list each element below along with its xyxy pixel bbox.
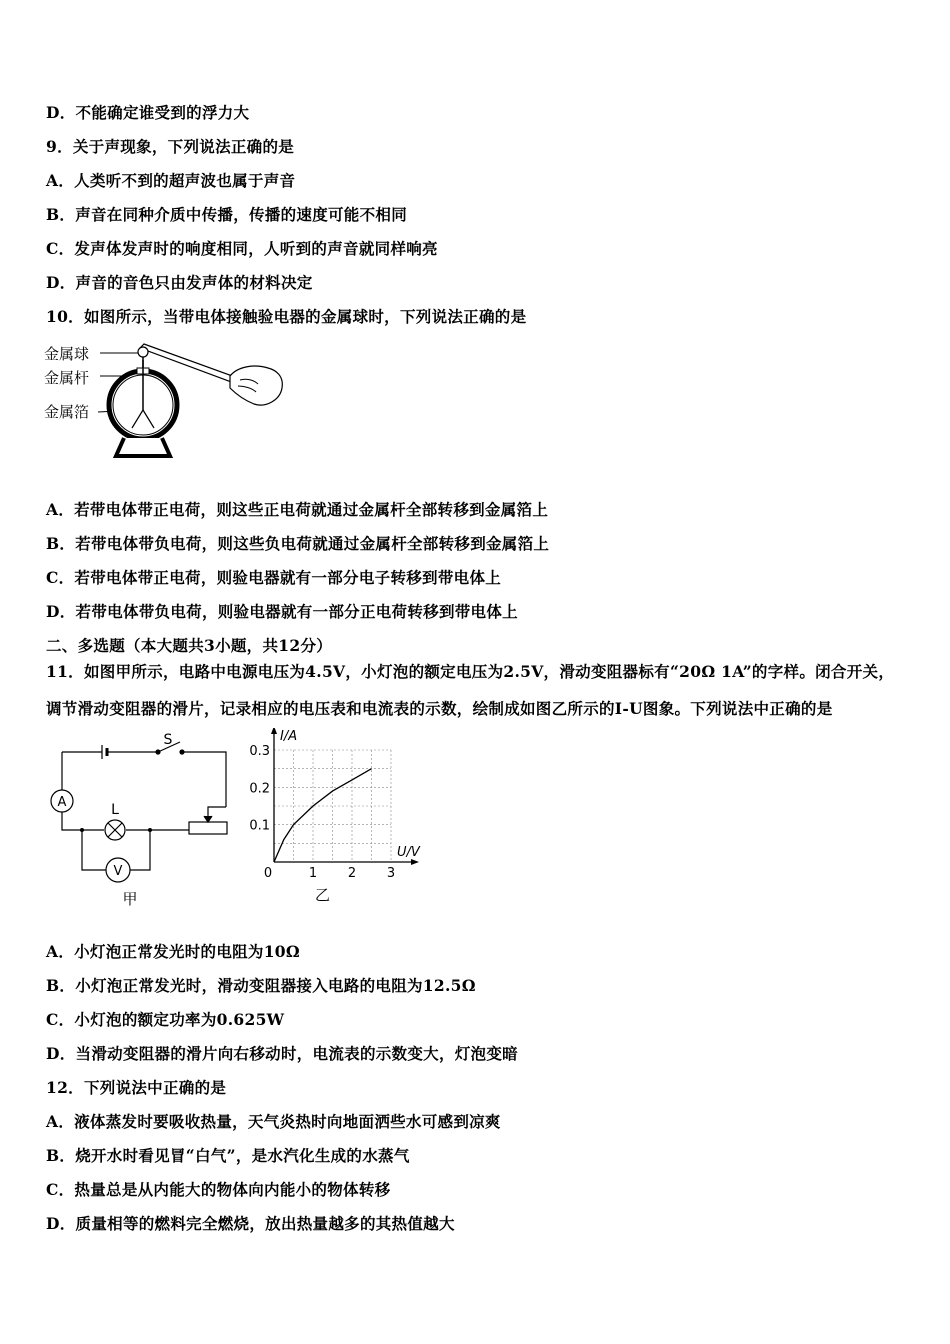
junction-right	[148, 828, 152, 832]
q11-option-b: B．小灯泡正常发光时，滑动变阻器接入电路的电阻为12.5Ω	[46, 976, 476, 995]
metal-ball	[138, 347, 148, 357]
q12-stem: 12．下列说法中正确的是	[46, 1078, 227, 1097]
q11-option-a: A．小灯泡正常发光时的电阻为10Ω	[46, 942, 300, 961]
y-tick-label: 0.2	[249, 781, 270, 797]
wire-voltmeter-right	[130, 830, 150, 870]
q9-option-b: B．声音在同种介质中传播，传播的速度可能不相同	[46, 205, 408, 224]
iu-chart	[240, 728, 440, 910]
switch-contact	[180, 750, 184, 754]
q9-option-d: D．声音的音色只由发声体的材料决定	[46, 273, 313, 292]
q11-stem-line2: 调节滑动变阻器的滑片，记录相应的电压表和电流表的示数，绘制成如图乙所示的I-U图象。下列说法中正确的是	[46, 699, 833, 718]
y-tick-label: 0.1	[249, 818, 270, 834]
circuit-diagram	[44, 732, 244, 910]
x-axis-label: U/V	[397, 845, 420, 860]
x-tick-label: 1	[308, 866, 318, 881]
ball-label: 金属球	[44, 345, 90, 363]
q12-option-a: A．液体蒸发时要吸收热量，天气炎热时向地面洒些水可感到凉爽	[46, 1112, 501, 1131]
x-tick-label: 3	[386, 866, 396, 881]
circuit-caption: 甲	[122, 890, 138, 908]
rheostat	[189, 822, 227, 834]
q10-option-b: B．若带电体带负电荷，则这些负电荷就通过金属杆全部转移到金属箔上	[46, 534, 550, 553]
iu-curve-series	[274, 769, 372, 862]
chart-caption: 乙	[314, 886, 331, 904]
voltmeter-label: V	[113, 864, 123, 879]
q12-option-d: D．质量相等的燃料完全燃烧，放出热量越多的其热值越大	[46, 1214, 455, 1233]
lamp-label: L	[111, 802, 119, 818]
q10-option-d: D．若带电体带负电荷，则验电器就有一部分正电荷转移到带电体上	[46, 602, 518, 621]
wire-voltmeter-left	[82, 830, 106, 870]
q11-option-d: D．当滑动变阻器的滑片向右移动时，电流表的示数变大，灯泡变暗	[46, 1044, 518, 1063]
rod-label: 金属杆	[44, 369, 90, 387]
y-tick-label: 0.3	[249, 744, 270, 759]
wire-left-bottom	[62, 812, 82, 830]
q8-option-d: D．不能确定谁受到的浮力大	[46, 103, 250, 122]
switch-label: S	[163, 732, 173, 748]
q11-stem-line1: 11．如图甲所示，电路中电源电压为4.5V，小灯泡的额定电压为2.5V，滑动变阻器标有“20Ω 1A”的字样。闭合开关，	[46, 662, 895, 681]
section-2-heading: 二、多选题（本大题共3小题，共12分）	[46, 636, 333, 655]
hand	[230, 366, 282, 405]
y-axis-arrow	[271, 728, 277, 734]
ammeter-label: A	[57, 795, 67, 810]
rheostat-slider-arrow	[204, 816, 212, 822]
foil-label: 金属箔	[44, 403, 90, 421]
q10-option-c: C．若带电体带正电荷，则验电器就有一部分电子转移到带电体上	[46, 568, 502, 587]
junction-left	[80, 828, 84, 832]
electroscope-stand	[116, 438, 170, 456]
chart-grid	[274, 750, 391, 862]
q10-stem: 10．如图所示，当带电体接触验电器的金属球时，下列说法正确的是	[46, 307, 527, 326]
q11-option-c: C．小灯泡的额定功率为0.625W	[46, 1010, 285, 1029]
q9-stem: 9．关于声现象，下列说法正确的是	[46, 137, 295, 156]
x-tick-label: 0	[263, 866, 273, 881]
q9-option-c: C．发声体发声时的响度相同，人听到的声音就同样响亮	[46, 239, 438, 258]
electroscope-figure	[40, 338, 290, 463]
q12-option-c: C．热量总是从内能大的物体向内能小的物体转移	[46, 1180, 391, 1199]
x-tick-label: 2	[347, 866, 357, 881]
q9-option-a: A．人类听不到的超声波也属于声音	[46, 171, 296, 190]
wire-top-right	[184, 752, 226, 807]
y-axis-label: I/A	[280, 729, 298, 744]
q10-option-a: A．若带电体带正电荷，则这些正电荷就通过金属杆全部转移到金属箔上	[46, 500, 549, 519]
q12-option-b: B．烧开水时看见冒“白气”，是水汽化生成的水蒸气	[46, 1146, 410, 1165]
